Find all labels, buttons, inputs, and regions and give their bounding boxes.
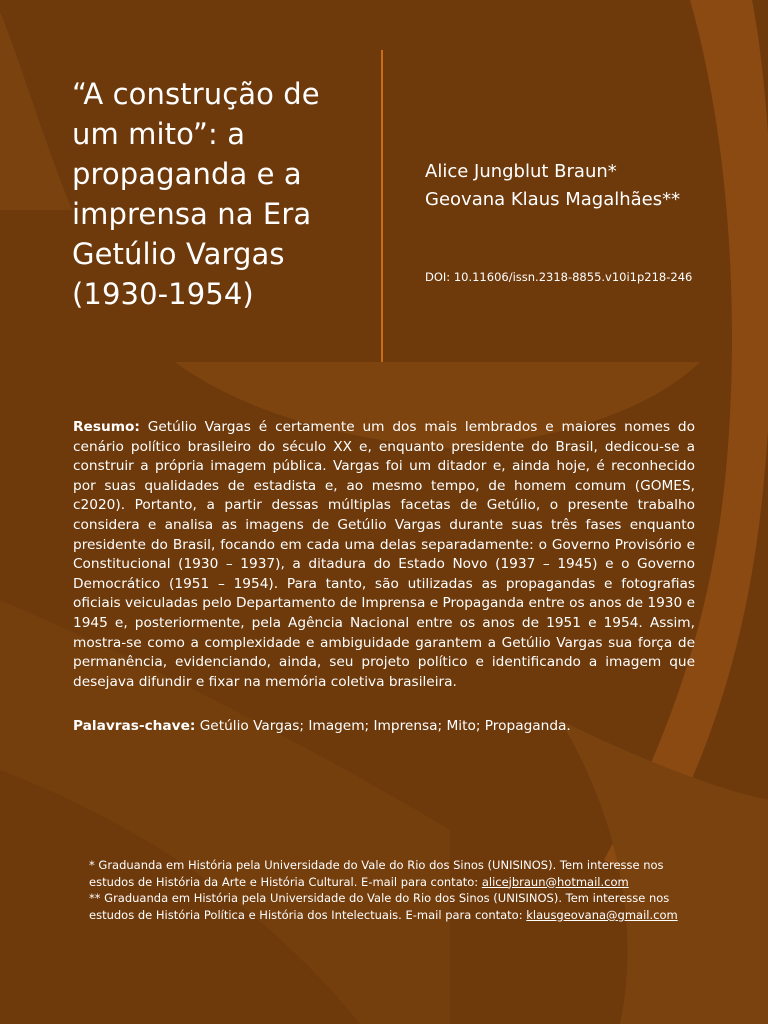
footnote-2-email-link[interactable]: klausgeovana@gmail.com <box>526 907 678 922</box>
decor-leaf-left <box>0 12 72 210</box>
abstract-label: Resumo: <box>73 419 140 435</box>
abstract <box>73 418 695 692</box>
footnote-2-text: ** Graduanda em História pela Universidade do Vale do Rio dos Sinos (UNISINOS). Tem interesse nos estudos de História Política e História dos Intelectuais. E-mail para contato: <box>89 891 670 922</box>
doi: DOI: 10.11606/issn.2318-8855.v10i1p218-246 <box>425 270 693 284</box>
authors-block <box>425 158 745 214</box>
footnote-1-email-link[interactable]: alicejbraun@hotmail.com <box>481 874 629 889</box>
footnote-1 <box>89 857 689 890</box>
keywords <box>73 716 695 736</box>
footnote-1-text: * Graduanda em História pela Universidade do Vale do Rio dos Sinos (UNISINOS). Tem interesse nos estudos de História da Arte e História Cultural. E-mail para contato: <box>89 858 664 889</box>
vertical-divider <box>381 50 383 362</box>
article-title: “A construção de um mito”: a propaganda e a imprensa na Era Getúlio Vargas (1930-1954) <box>72 77 320 311</box>
footnotes <box>89 857 689 923</box>
keywords-label: Palavras-chave: <box>73 718 196 734</box>
author-2: Geovana Klaus Magalhães** <box>425 189 681 210</box>
footnote-2 <box>89 890 689 923</box>
abstract-text: Getúlio Vargas é certamente um dos mais lembrados e maiores nomes do cenário político brasileiro do século XX e, enquanto presidente do Brasil, dedicou-se a construir a própria imagem pública. Vargas foi um ditador e, ainda hoje, é reconhecido por suas qualidades de estadista e, ao mesmo tempo, de homem comum (GOMES, c2020). Portanto, a partir dessas múltiplas facetas de Getúlio, o presente trabalho considera e analisa as imagens de Getúlio Vargas durante suas três fases enquanto presidente do Brasil, focando em cada uma delas separadamente: o Governo Provisório e Constitucional (1930 – 1937), a ditadura do Estado Novo (1937 – 1945) e o Governo Democrático (1951 – 1954). Para tanto, são utilizadas as propagandas e fotografias oficiais veiculadas pelo Departamento de Imprensa e Propaganda entre os anos de 1930 e 1945 e, posteriormente, pela Agência Nacional entre os anos de 1951 e 1954. Assim, mostra-se como a complexidade e ambiguidade garantem a Getúlio Vargas sua força de permanência, evidenciando, ainda, seu projeto político e identificando a imagem que desejava difundir e fixar na memória coletiva brasileira. <box>73 419 695 690</box>
keywords-text: Getúlio Vargas; Imagem; Imprensa; Mito; Propaganda. <box>199 718 571 734</box>
author-1: Alice Jungblut Braun* <box>425 161 617 182</box>
